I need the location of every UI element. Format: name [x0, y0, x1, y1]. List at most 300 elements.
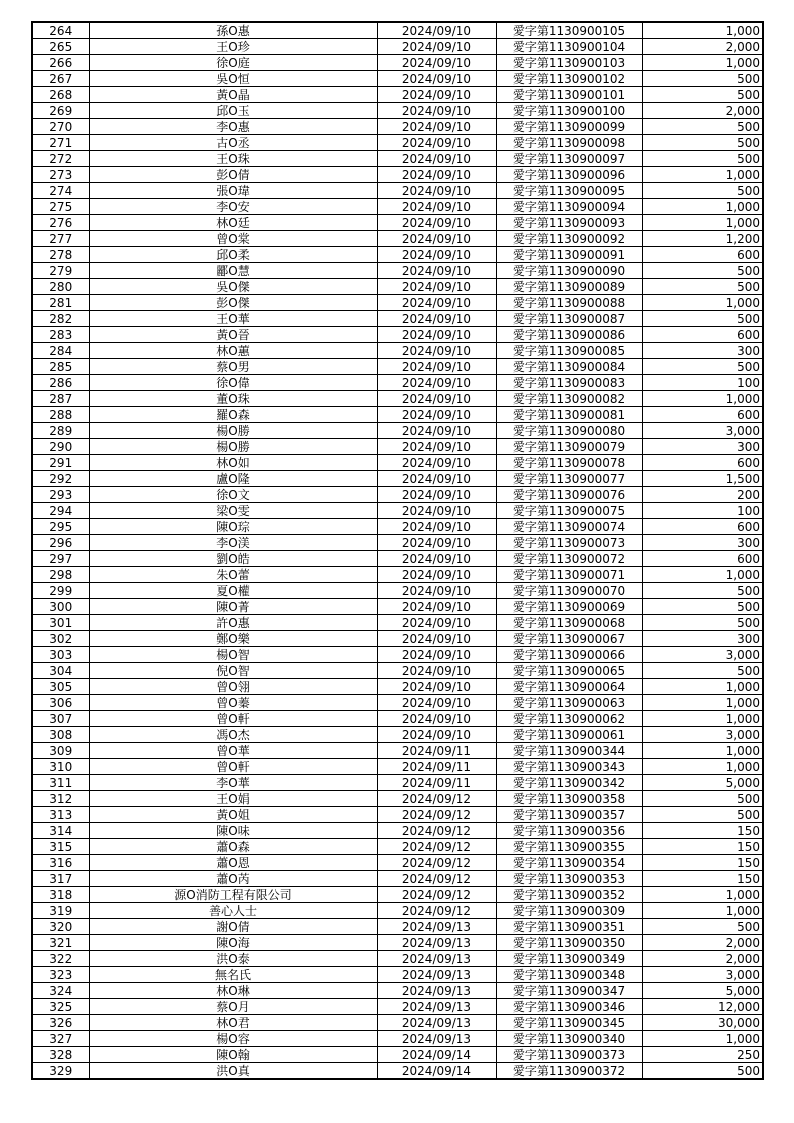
- donation-date: 2024/09/12: [377, 791, 496, 807]
- row-number: 293: [32, 487, 89, 503]
- donation-date: 2024/09/13: [377, 935, 496, 951]
- table-row: [32, 247, 763, 263]
- donation-date: 2024/09/10: [377, 535, 496, 551]
- donation-amount: 1,200: [642, 231, 763, 247]
- donation-date: 2024/09/10: [377, 631, 496, 647]
- table-row: [32, 183, 763, 199]
- receipt-number: 愛字第1130900358: [496, 791, 642, 807]
- donor-name: 古O丞: [89, 135, 377, 151]
- donor-name: 彭O倩: [89, 167, 377, 183]
- row-number: 320: [32, 919, 89, 935]
- donor-name: 林O蕙: [89, 343, 377, 359]
- donation-date: 2024/09/12: [377, 903, 496, 919]
- table-row: [32, 903, 763, 919]
- row-number: 282: [32, 311, 89, 327]
- table-row: [32, 1063, 763, 1080]
- donation-amount: 600: [642, 519, 763, 535]
- donor-name: 曾O軒: [89, 711, 377, 727]
- receipt-number: 愛字第1130900098: [496, 135, 642, 151]
- donation-amount: 500: [642, 87, 763, 103]
- receipt-number: 愛字第1130900357: [496, 807, 642, 823]
- receipt-number: 愛字第1130900102: [496, 71, 642, 87]
- donation-amount: 1,000: [642, 567, 763, 583]
- donation-amount: 150: [642, 855, 763, 871]
- table-row: [32, 791, 763, 807]
- donor-name: 楊O勝: [89, 423, 377, 439]
- row-number: 321: [32, 935, 89, 951]
- donor-name: 李O惠: [89, 119, 377, 135]
- table-row: [32, 279, 763, 295]
- donation-amount: 3,000: [642, 423, 763, 439]
- donation-amount: 500: [642, 359, 763, 375]
- row-number: 277: [32, 231, 89, 247]
- donation-amount: 1,000: [642, 695, 763, 711]
- donation-amount: 200: [642, 487, 763, 503]
- donation-date: 2024/09/13: [377, 983, 496, 999]
- receipt-number: 愛字第1130900356: [496, 823, 642, 839]
- donation-amount: 5,000: [642, 983, 763, 999]
- receipt-number: 愛字第1130900351: [496, 919, 642, 935]
- donation-date: 2024/09/11: [377, 743, 496, 759]
- receipt-number: 愛字第1130900074: [496, 519, 642, 535]
- table-row: [32, 999, 763, 1015]
- donation-date: 2024/09/10: [377, 199, 496, 215]
- table-row: [32, 663, 763, 679]
- donor-name: 陳O琮: [89, 519, 377, 535]
- receipt-number: 愛字第1130900065: [496, 663, 642, 679]
- row-number: 298: [32, 567, 89, 583]
- donation-amount: 500: [642, 279, 763, 295]
- receipt-number: 愛字第1130900070: [496, 583, 642, 599]
- row-number: 291: [32, 455, 89, 471]
- donation-date: 2024/09/10: [377, 455, 496, 471]
- donation-date: 2024/09/10: [377, 215, 496, 231]
- row-number: 268: [32, 87, 89, 103]
- row-number: 309: [32, 743, 89, 759]
- donation-amount: 600: [642, 551, 763, 567]
- donation-date: 2024/09/10: [377, 103, 496, 119]
- table-row: [32, 423, 763, 439]
- table-row: [32, 1031, 763, 1047]
- donation-date: 2024/09/10: [377, 71, 496, 87]
- donation-amount: 500: [642, 119, 763, 135]
- donation-amount: 1,000: [642, 743, 763, 759]
- table-row: [32, 871, 763, 887]
- donation-ledger-table: [31, 21, 764, 1080]
- donation-date: 2024/09/10: [377, 711, 496, 727]
- receipt-number: 愛字第1130900346: [496, 999, 642, 1015]
- donor-name: 黃O姐: [89, 807, 377, 823]
- table-row: [32, 391, 763, 407]
- row-number: 288: [32, 407, 89, 423]
- donor-name: 蔡O月: [89, 999, 377, 1015]
- donor-name: 曾O蓁: [89, 695, 377, 711]
- table-row: [32, 87, 763, 103]
- donation-date: 2024/09/10: [377, 647, 496, 663]
- receipt-number: 愛字第1130900342: [496, 775, 642, 791]
- receipt-number: 愛字第1130900079: [496, 439, 642, 455]
- table-row: [32, 343, 763, 359]
- receipt-number: 愛字第1130900080: [496, 423, 642, 439]
- donor-name: 王O娟: [89, 791, 377, 807]
- row-number: 316: [32, 855, 89, 871]
- receipt-number: 愛字第1130900084: [496, 359, 642, 375]
- receipt-number: 愛字第1130900344: [496, 743, 642, 759]
- row-number: 323: [32, 967, 89, 983]
- donor-name: 朱O蕾: [89, 567, 377, 583]
- row-number: 283: [32, 327, 89, 343]
- table-row: [32, 839, 763, 855]
- donation-amount: 1,000: [642, 903, 763, 919]
- row-number: 326: [32, 1015, 89, 1031]
- receipt-number: 愛字第1130900347: [496, 983, 642, 999]
- donation-date: 2024/09/10: [377, 279, 496, 295]
- donation-amount: 500: [642, 615, 763, 631]
- donation-date: 2024/09/10: [377, 151, 496, 167]
- donor-name: 陳O菁: [89, 599, 377, 615]
- row-number: 319: [32, 903, 89, 919]
- donation-amount: 100: [642, 375, 763, 391]
- receipt-number: 愛字第1130900062: [496, 711, 642, 727]
- donation-amount: 600: [642, 327, 763, 343]
- donor-name: 馮O杰: [89, 727, 377, 743]
- donation-amount: 500: [642, 151, 763, 167]
- donation-amount: 2,000: [642, 103, 763, 119]
- table-row: [32, 119, 763, 135]
- row-number: 318: [32, 887, 89, 903]
- receipt-number: 愛字第1130900103: [496, 55, 642, 71]
- table-row: [32, 39, 763, 55]
- table-row: [32, 215, 763, 231]
- row-number: 324: [32, 983, 89, 999]
- donor-name: 曾O翎: [89, 679, 377, 695]
- receipt-number: 愛字第1130900349: [496, 951, 642, 967]
- table-row: [32, 535, 763, 551]
- receipt-number: 愛字第1130900090: [496, 263, 642, 279]
- row-number: 279: [32, 263, 89, 279]
- table-row: [32, 823, 763, 839]
- row-number: 264: [32, 22, 89, 39]
- donation-date: 2024/09/10: [377, 263, 496, 279]
- table-row: [32, 455, 763, 471]
- row-number: 272: [32, 151, 89, 167]
- row-number: 265: [32, 39, 89, 55]
- donor-name: 林O琳: [89, 983, 377, 999]
- donation-date: 2024/09/10: [377, 663, 496, 679]
- row-number: 302: [32, 631, 89, 647]
- donation-date: 2024/09/10: [377, 119, 496, 135]
- donation-date: 2024/09/12: [377, 839, 496, 855]
- table-row: [32, 807, 763, 823]
- receipt-number: 愛字第1130900064: [496, 679, 642, 695]
- donor-name: 王O華: [89, 311, 377, 327]
- donor-name: 劉O皓: [89, 551, 377, 567]
- receipt-number: 愛字第1130900097: [496, 151, 642, 167]
- donation-date: 2024/09/10: [377, 327, 496, 343]
- donation-date: 2024/09/10: [377, 167, 496, 183]
- donation-date: 2024/09/14: [377, 1063, 496, 1080]
- row-number: 329: [32, 1063, 89, 1080]
- donor-name: 董O珠: [89, 391, 377, 407]
- donation-date: 2024/09/10: [377, 439, 496, 455]
- donor-name: 李O華: [89, 775, 377, 791]
- donation-date: 2024/09/10: [377, 599, 496, 615]
- table-row: [32, 135, 763, 151]
- row-number: 270: [32, 119, 89, 135]
- table-row: [32, 567, 763, 583]
- donor-name: 林O如: [89, 455, 377, 471]
- donation-date: 2024/09/10: [377, 22, 496, 39]
- donation-amount: 500: [642, 135, 763, 151]
- donation-date: 2024/09/10: [377, 359, 496, 375]
- donor-name: 洪O真: [89, 1063, 377, 1080]
- donation-amount: 1,000: [642, 679, 763, 695]
- row-number: 266: [32, 55, 89, 71]
- donation-amount: 1,000: [642, 391, 763, 407]
- table-row: [32, 887, 763, 903]
- receipt-number: 愛字第1130900076: [496, 487, 642, 503]
- donor-name: 許O惠: [89, 615, 377, 631]
- donation-date: 2024/09/13: [377, 1015, 496, 1031]
- table-row: [32, 855, 763, 871]
- row-number: 310: [32, 759, 89, 775]
- donation-amount: 1,500: [642, 471, 763, 487]
- row-number: 297: [32, 551, 89, 567]
- donation-date: 2024/09/13: [377, 951, 496, 967]
- donation-date: 2024/09/10: [377, 87, 496, 103]
- row-number: 280: [32, 279, 89, 295]
- table-row: [32, 775, 763, 791]
- donor-name: 曾O華: [89, 743, 377, 759]
- row-number: 290: [32, 439, 89, 455]
- donation-amount: 500: [642, 919, 763, 935]
- receipt-number: 愛字第1130900083: [496, 375, 642, 391]
- table-row: [32, 695, 763, 711]
- donation-amount: 100: [642, 503, 763, 519]
- table-row: [32, 359, 763, 375]
- table-row: [32, 71, 763, 87]
- donation-amount: 500: [642, 263, 763, 279]
- donation-amount: 500: [642, 599, 763, 615]
- row-number: 269: [32, 103, 89, 119]
- donation-date: 2024/09/10: [377, 615, 496, 631]
- table-row: [32, 679, 763, 695]
- row-number: 276: [32, 215, 89, 231]
- table-row: [32, 727, 763, 743]
- receipt-number: 愛字第1130900096: [496, 167, 642, 183]
- table-row: [32, 295, 763, 311]
- row-number: 292: [32, 471, 89, 487]
- row-number: 306: [32, 695, 89, 711]
- donor-name: 善心人士: [89, 903, 377, 919]
- table-row: [32, 631, 763, 647]
- donation-amount: 300: [642, 439, 763, 455]
- row-number: 317: [32, 871, 89, 887]
- donation-date: 2024/09/10: [377, 247, 496, 263]
- donation-date: 2024/09/10: [377, 231, 496, 247]
- donor-name: 徐O偉: [89, 375, 377, 391]
- donor-name: 邱O柔: [89, 247, 377, 263]
- row-number: 314: [32, 823, 89, 839]
- donor-name: 楊O容: [89, 1031, 377, 1047]
- donation-date: 2024/09/10: [377, 471, 496, 487]
- row-number: 294: [32, 503, 89, 519]
- donation-date: 2024/09/10: [377, 375, 496, 391]
- donor-name: 李O安: [89, 199, 377, 215]
- row-number: 267: [32, 71, 89, 87]
- donor-name: 蕭O恩: [89, 855, 377, 871]
- receipt-number: 愛字第1130900075: [496, 503, 642, 519]
- donor-name: 孫O惠: [89, 22, 377, 39]
- receipt-number: 愛字第1130900077: [496, 471, 642, 487]
- table-row: [32, 583, 763, 599]
- row-number: 307: [32, 711, 89, 727]
- donor-name: 源O消防工程有限公司: [89, 887, 377, 903]
- donation-amount: 150: [642, 823, 763, 839]
- receipt-number: 愛字第1130900066: [496, 647, 642, 663]
- receipt-number: 愛字第1130900348: [496, 967, 642, 983]
- table-row: [32, 1015, 763, 1031]
- donor-name: 徐O文: [89, 487, 377, 503]
- donor-name: 王O珍: [89, 39, 377, 55]
- table-row: [32, 935, 763, 951]
- donation-date: 2024/09/13: [377, 919, 496, 935]
- row-number: 287: [32, 391, 89, 407]
- donation-amount: 1,000: [642, 1031, 763, 1047]
- donation-date: 2024/09/10: [377, 135, 496, 151]
- donation-amount: 500: [642, 183, 763, 199]
- donor-name: 張O瑋: [89, 183, 377, 199]
- table-row: [32, 439, 763, 455]
- table-row: [32, 263, 763, 279]
- donation-amount: 3,000: [642, 727, 763, 743]
- donation-date: 2024/09/10: [377, 695, 496, 711]
- receipt-number: 愛字第1130900101: [496, 87, 642, 103]
- donor-name: 羅O森: [89, 407, 377, 423]
- receipt-number: 愛字第1130900087: [496, 311, 642, 327]
- receipt-number: 愛字第1130900067: [496, 631, 642, 647]
- donation-date: 2024/09/10: [377, 407, 496, 423]
- donation-date: 2024/09/10: [377, 583, 496, 599]
- receipt-number: 愛字第1130900373: [496, 1047, 642, 1063]
- donation-date: 2024/09/10: [377, 519, 496, 535]
- donation-date: 2024/09/10: [377, 295, 496, 311]
- table-row: [32, 599, 763, 615]
- donation-date: 2024/09/10: [377, 423, 496, 439]
- table-row: [32, 711, 763, 727]
- row-number: 304: [32, 663, 89, 679]
- table-row: [32, 231, 763, 247]
- donation-amount: 500: [642, 1063, 763, 1080]
- row-number: 299: [32, 583, 89, 599]
- donor-name: 李O渼: [89, 535, 377, 551]
- row-number: 284: [32, 343, 89, 359]
- row-number: 300: [32, 599, 89, 615]
- row-number: 271: [32, 135, 89, 151]
- receipt-number: 愛字第1130900353: [496, 871, 642, 887]
- donor-name: 吳O恒: [89, 71, 377, 87]
- receipt-number: 愛字第1130900345: [496, 1015, 642, 1031]
- donation-amount: 500: [642, 583, 763, 599]
- donor-name: 夏O權: [89, 583, 377, 599]
- row-number: 278: [32, 247, 89, 263]
- table-row: [32, 151, 763, 167]
- row-number: 286: [32, 375, 89, 391]
- table-row: [32, 1047, 763, 1063]
- donation-date: 2024/09/12: [377, 823, 496, 839]
- receipt-number: 愛字第1130900085: [496, 343, 642, 359]
- row-number: 273: [32, 167, 89, 183]
- donation-amount: 150: [642, 871, 763, 887]
- donation-amount: 1,000: [642, 887, 763, 903]
- row-number: 274: [32, 183, 89, 199]
- donor-name: 林O君: [89, 1015, 377, 1031]
- donor-name: 洪O泰: [89, 951, 377, 967]
- receipt-number: 愛字第1130900068: [496, 615, 642, 631]
- receipt-number: 愛字第1130900104: [496, 39, 642, 55]
- donation-amount: 2,000: [642, 951, 763, 967]
- table-row: [32, 743, 763, 759]
- receipt-number: 愛字第1130900372: [496, 1063, 642, 1080]
- receipt-number: 愛字第1130900091: [496, 247, 642, 263]
- receipt-number: 愛字第1130900094: [496, 199, 642, 215]
- donor-name: 陳O味: [89, 823, 377, 839]
- table-row: [32, 375, 763, 391]
- donation-date: 2024/09/10: [377, 551, 496, 567]
- table-row: [32, 103, 763, 119]
- receipt-number: 愛字第1130900061: [496, 727, 642, 743]
- receipt-number: 愛字第1130900343: [496, 759, 642, 775]
- donation-date: 2024/09/10: [377, 503, 496, 519]
- row-number: 296: [32, 535, 89, 551]
- donation-date: 2024/09/10: [377, 391, 496, 407]
- donation-amount: 1,000: [642, 22, 763, 39]
- donation-amount: 300: [642, 631, 763, 647]
- donation-amount: 150: [642, 839, 763, 855]
- receipt-number: 愛字第1130900352: [496, 887, 642, 903]
- receipt-number: 愛字第1130900086: [496, 327, 642, 343]
- receipt-number: 愛字第1130900100: [496, 103, 642, 119]
- receipt-number: 愛字第1130900078: [496, 455, 642, 471]
- ledger-body: [32, 22, 763, 1079]
- donor-name: 黃O晶: [89, 87, 377, 103]
- row-number: 285: [32, 359, 89, 375]
- donor-name: 楊O智: [89, 647, 377, 663]
- receipt-number: 愛字第1130900350: [496, 935, 642, 951]
- donation-amount: 1,000: [642, 711, 763, 727]
- table-row: [32, 487, 763, 503]
- receipt-number: 愛字第1130900089: [496, 279, 642, 295]
- donation-date: 2024/09/12: [377, 887, 496, 903]
- row-number: 303: [32, 647, 89, 663]
- table-row: [32, 967, 763, 983]
- receipt-number: 愛字第1130900095: [496, 183, 642, 199]
- donation-amount: 250: [642, 1047, 763, 1063]
- row-number: 313: [32, 807, 89, 823]
- donor-name: 蕭O芮: [89, 871, 377, 887]
- table-row: [32, 647, 763, 663]
- receipt-number: 愛字第1130900081: [496, 407, 642, 423]
- receipt-number: 愛字第1130900072: [496, 551, 642, 567]
- table-row: [32, 327, 763, 343]
- row-number: 322: [32, 951, 89, 967]
- donor-name: 黃O晉: [89, 327, 377, 343]
- receipt-number: 愛字第1130900340: [496, 1031, 642, 1047]
- table-row: [32, 407, 763, 423]
- donation-date: 2024/09/10: [377, 727, 496, 743]
- row-number: 281: [32, 295, 89, 311]
- row-number: 315: [32, 839, 89, 855]
